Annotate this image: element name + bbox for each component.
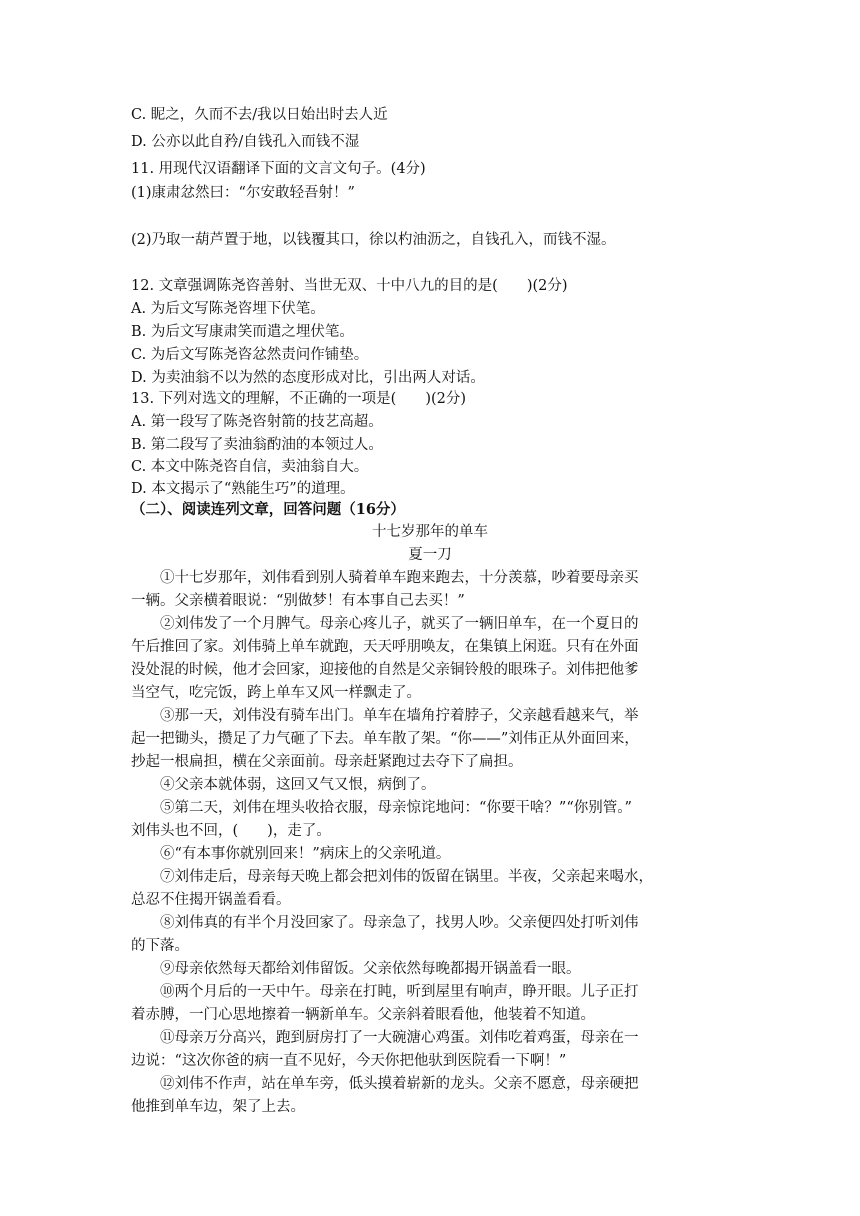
paragraph-line: 着赤膊，一门心思地擦着一辆新单车。父亲斜着眼看他，他装着不知道。 (131, 1007, 595, 1023)
article-title: 十七岁那年的单车 (372, 524, 488, 540)
paragraph-line: 的下落。 (131, 938, 189, 954)
article-author: 夏一刀 (408, 547, 452, 563)
option-c-q12: C. 为后文写陈尧咨忿然责问作铺垫。 (131, 347, 369, 363)
section-heading: （二）、阅读连列文章，回答问题（16分） (131, 501, 405, 518)
paragraph-line: 没处混的时候，他才会回家，迎接他的自然是父亲铜铃般的眼珠子。刘伟把他爹 (131, 662, 639, 678)
option-b-q13: B. 第二段写了卖油翁酌油的本领过人。 (131, 437, 383, 453)
option-d-q10: D. 公亦以此自矜/自钱孔入而钱不湿 (131, 134, 360, 150)
paragraph-line: 一辆。父亲横着眼说：“别做梦！有本事自己去买！” (131, 593, 465, 609)
paragraph-line: ⑤第二天，刘伟在埋头收拾衣服，母亲惊诧地问：“你要干啥？”“你别管。” (131, 800, 632, 816)
paragraph-line: ⑪母亲万分高兴，跑到厨房打了一大碗溏心鸡蛋。刘伟吃着鸡蛋，母亲在一 (131, 1030, 639, 1046)
paragraph-line: ②刘伟发了一个月脾气。母亲心疼儿子，就买了一辆旧单车，在一个夏日的 (131, 616, 639, 632)
paragraph-line: ⑥“有本事你就别回来！”病床上的父亲吼道。 (131, 846, 451, 862)
question-13: 13. 下列对选文的理解，不正确的一项是( )(2分) (131, 391, 467, 407)
paragraph-line: ⑨母亲依然每天都给刘伟留饭。父亲依然每晚都揭开锅盖看一眼。 (131, 961, 581, 977)
option-b-q12: B. 为后文写康肃笑而遣之埋伏笔。 (131, 324, 354, 340)
paragraph-line: ③那一天，刘伟没有骑车出门。单车在墙角拧着脖子，父亲越看越来气，举 (131, 708, 639, 724)
option-d-q13: D. 本文揭示了“熟能生巧”的道理。 (131, 481, 355, 497)
paragraph-line: ⑫刘伟不作声，站在单车旁，低头摸着崭新的龙头。父亲不愿意，母亲硬把 (131, 1076, 639, 1092)
question-11-sentence-1: (1)康肃忿然曰：“尔安敢轻吾射！” (131, 185, 355, 201)
paragraph-line: ⑦刘伟走后，母亲每天晚上都会把刘伟的饭留在锅里。半夜，父亲起来喝水， (131, 869, 653, 885)
paragraph-line: 总忍不住揭开锅盖看看。 (131, 892, 291, 908)
option-d-q12: D. 为卖油翁不以为然的态度形成对比，引出两人对话。 (131, 370, 485, 386)
paragraph-line: 起一把锄头，攒足了力气砸了下去。单车散了架。“你——”刘伟正从外面回来， (131, 731, 639, 747)
option-c-q10: C. 眤之，久而不去/我以日始出时去人近 (131, 107, 388, 123)
question-11-sentence-2: (2)乃取一葫芦置于地，以钱覆其口，徐以杓油沥之，自钱孔入，而钱不湿。 (131, 232, 616, 248)
option-a-q13: A. 第一段写了陈尧咨射箭的技艺高超。 (131, 414, 383, 430)
paragraph-line: 他推到单车边，架了上去。 (131, 1099, 305, 1115)
paragraph-line: 刘伟头也不回，( )，走了。 (131, 823, 331, 839)
paragraph-line: ①十七岁那年，刘伟看到别人骑着单车跑来跑去，十分羡慕，吵着要母亲买 (131, 570, 639, 586)
paragraph-line: ④父亲本就体弱，这回又气又恨，病倒了。 (131, 777, 436, 793)
option-a-q12: A. 为后文写陈尧咨埋下伏笔。 (131, 301, 325, 317)
paragraph-line: 边说：“这次你爸的病一直不见好，今天你把他驮到医院看一下啊！” (131, 1053, 567, 1069)
paragraph-line: 午后推回了家。刘伟骑上单车就跑，天天呼朋唤友，在集镇上闲逛。只有在外面 (131, 639, 639, 655)
question-11: 11. 用现代汉语翻译下面的文言文句子。(4分) (131, 161, 426, 177)
paragraph-line: 当空气，吃完饭，跨上单车又风一样飘走了。 (131, 685, 421, 701)
question-12: 12. 文章强调陈尧咨善射、当世无双、十中八九的目的是( )(2分) (131, 278, 568, 294)
paragraph-line: ⑩两个月后的一天中午。母亲在打盹，听到屋里有响声，睁开眼。儿子正打 (131, 984, 639, 1000)
option-c-q13: C. 本文中陈尧咨自信，卖油翁自大。 (131, 459, 369, 475)
paragraph-line: ⑧刘伟真的有半个月没回家了。母亲急了，找男人吵。父亲便四处打听刘伟 (131, 915, 639, 931)
paragraph-line: 抄起一根扁担，横在父亲面前。母亲赶紧跑过去夺下了扁担。 (131, 754, 523, 770)
